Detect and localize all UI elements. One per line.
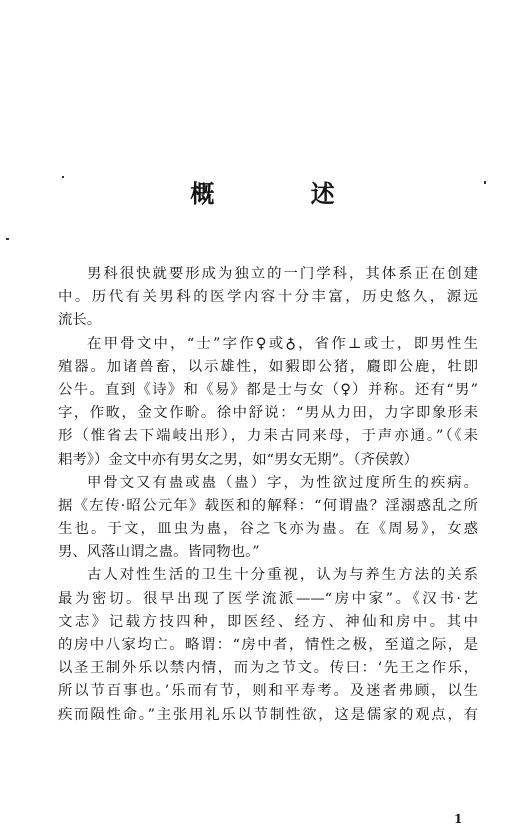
text-line: 男、风落山谓之蛊。皆同物也。” [58, 544, 260, 561]
text-line: 古人对性生活的卫生十分重视，认为与养生方法的关系 [87, 567, 478, 584]
text-line: 形（惟省去下端岐出形），力耒古同来母，于声亦通。”（《耒 [58, 428, 478, 445]
text-line: 在甲骨文中，“士”字作♀或♁，省作⊥或士，即男性生 [87, 335, 478, 352]
text-line: 公牛。直到《诗》和《易》都是士与女（♀）并称。还有“男” [58, 381, 478, 398]
paragraph [58, 263, 478, 333]
text-line: 所以节百事也。’乐而有节，则和平寿考。及迷者弗顾，以生 [58, 683, 478, 700]
text-line: 男科很快就要形成为独立的一门学科，其体系正在创建 [87, 266, 478, 282]
paragraph [58, 564, 478, 726]
text-line: 以圣王制外乐以禁内情，而为之节文。传曰：‘先王之作乐， [58, 660, 478, 677]
text-line: 生也。于文，皿虫为蛊，谷之飞亦为蛊。在《周易》，女惑 [58, 521, 478, 538]
text-line: 最为密切。很早出现了医学流派——“房中家”。《汉书·艺 [58, 590, 478, 607]
body-text [58, 263, 478, 727]
text-line: 甲骨文又有蛊或蛊（蛊）字，为性欲过度所生的疾病。 [87, 474, 478, 491]
text-line: 的房中八家均亡。略谓：“房中者，情性之极，至道之际，是 [58, 637, 478, 653]
text-line: 殖器。加诸兽畜，以示雄性，如豭即公猪，麚即公鹿，牡即 [58, 358, 478, 375]
text-line: 据《左传·昭公元年》载医和的解释：“何谓蛊？淫溺惑乱之所 [58, 497, 478, 514]
text-line: 流长。 [58, 312, 102, 329]
paragraph [58, 333, 478, 472]
scan-speck [6, 238, 9, 240]
text-line: 字，作畋，金文作畍。徐中舒说：“男从力田，力字即象形耒 [58, 405, 478, 422]
text-line: 耜考》）金文中亦有男女之男，如“男女无期”。（齐侯敦） [58, 451, 419, 468]
text-line: 疾而陨性命。”主张用礼乐以节制性欲，这是儒家的观点，有 [58, 706, 478, 723]
page-number: 1 [454, 812, 463, 826]
text-line: 中。历代有关男科的医学内容十分丰富，历史悠久，源远 [58, 289, 478, 306]
paragraph [58, 472, 478, 565]
chapter-title: 概 述 [190, 179, 379, 208]
text-line: 文志》记载方技四种，即医经、经方、神仙和房中。其中 [58, 613, 478, 630]
